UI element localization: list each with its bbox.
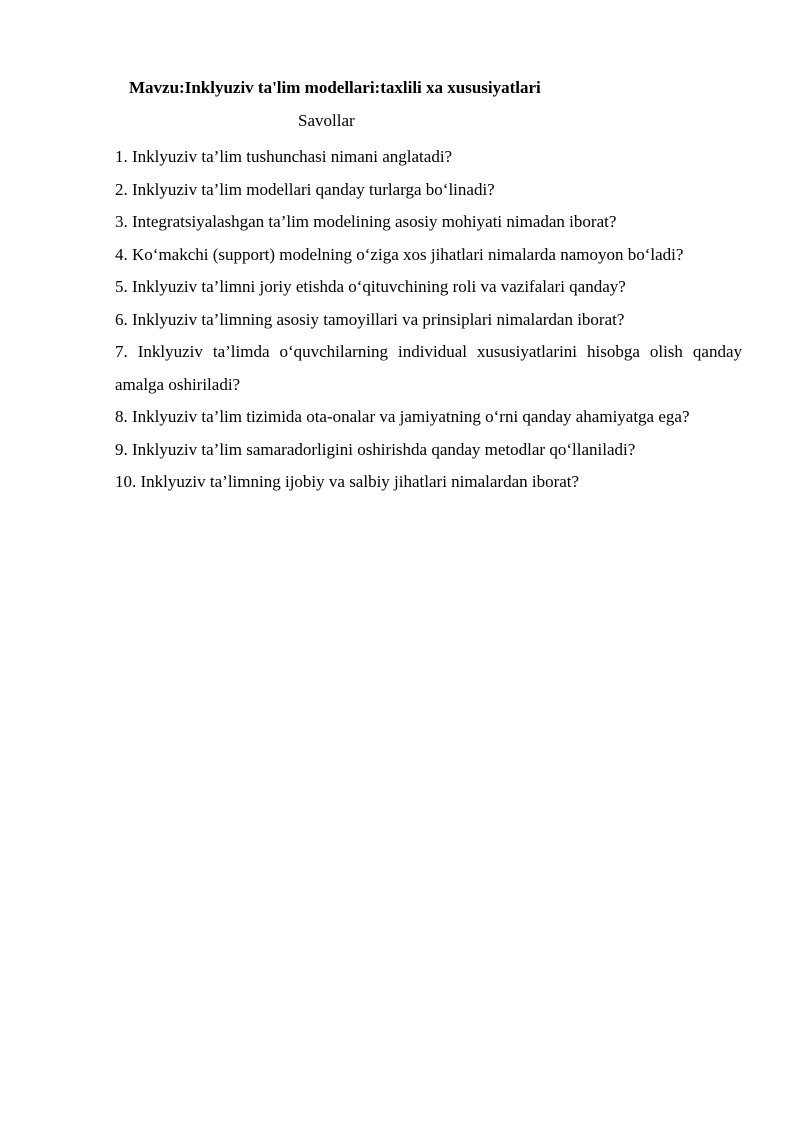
question-item: 6. Inklyuziv ta’limning asosiy tamoyillari va prinsiplari nimalardan iborat? (115, 309, 625, 329)
question-item: 5. Inklyuziv ta’limni joriy etishda o‘qituvchining roli va vazifalari qanday? (115, 277, 626, 296)
question-item: 3. Integratsiyalashgan ta’lim modelining asosiy mohiyati nimadan iborat? (115, 212, 617, 231)
page-title: Mavzu:Inklyuziv ta'lim modellari:taxlili xa xususiyatlari (129, 78, 541, 97)
question-item: 4. Ko‘makchi (support) modelning o‘ziga xos jihatlari nimalarda namoyon bo‘ladi? (115, 244, 684, 264)
question-list (115, 141, 742, 499)
section-heading: Savollar (298, 111, 355, 130)
question-item: 10. Inklyuziv ta’limning ijobiy va salbiy jihatlari nimalardan iborat? (115, 472, 580, 491)
question-item: 2. Inklyuziv ta’lim modellari qanday turlarga bo‘linadi? (115, 179, 495, 199)
question-item: 8. Inklyuziv ta’lim tizimida ota-onalar va jamiyatning o‘rni qanday ahamiyatga ega? (115, 407, 690, 426)
question-item: 1. Inklyuziv ta’lim tushunchasi nimani anglatadi? (115, 147, 453, 166)
question-item: 7. Inklyuziv ta’limda o‘quvchilarning individual xususiyatlarini hisobga olish qanday amalga oshiriladi? (115, 342, 742, 394)
question-item: 9. Inklyuziv ta’lim samaradorligini oshirishda qanday metodlar qo‘llaniladi? (115, 439, 636, 459)
